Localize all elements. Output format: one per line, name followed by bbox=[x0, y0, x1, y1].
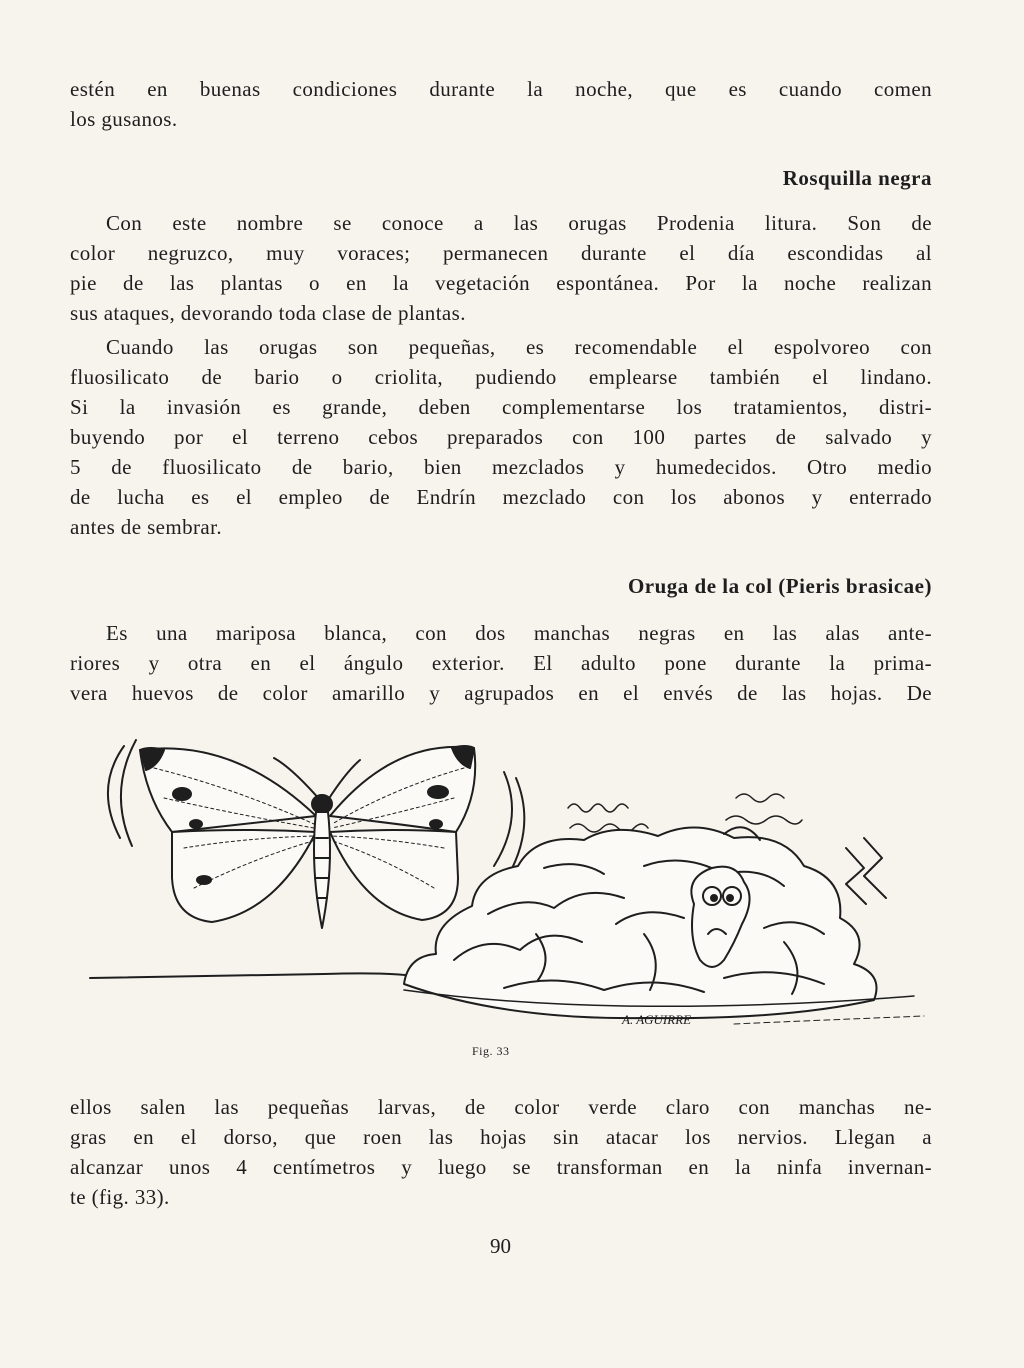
figure-butterfly-and-cabbage bbox=[84, 728, 944, 1044]
intro-line: los gusanos. bbox=[70, 107, 178, 131]
text-line: Es una mariposa blanca, con dos manchas negras en las alas ante- bbox=[106, 621, 932, 645]
butterfly-illustration-icon bbox=[140, 746, 475, 928]
text-line: 5 de fluosilicato de bario, bien mezclados y humedecidos. Otro medio bbox=[70, 455, 932, 479]
odor-lines-icon bbox=[568, 794, 802, 832]
text-line: sus ataques, devorando toda clase de plantas. bbox=[70, 301, 466, 325]
text-line: Cuando las orugas son pequeñas, es recomendable el espolvoreo con bbox=[106, 335, 932, 359]
cabbage-with-caterpillar-icon bbox=[404, 827, 877, 1018]
text-line: Si la invasión es grande, deben complementarse los tratamientos, distri- bbox=[70, 395, 932, 419]
illustrator-signature: A. AGUIRRE bbox=[622, 1012, 692, 1027]
text-line: fluosilicato de bario o criolita, pudiendo emplearse también el lindano. bbox=[70, 365, 932, 389]
text-line: pie de las plantas o en la vegetación espontánea. Por la noche realizan bbox=[70, 271, 932, 295]
oruga-paragraph-1 bbox=[70, 618, 932, 708]
text-line: de lucha es el empleo de Endrín mezclado con los abonos y enterrado bbox=[70, 485, 932, 509]
intro-paragraph bbox=[70, 74, 932, 134]
intro-line: estén en buenas condiciones durante la noche, que es cuando comen bbox=[70, 77, 932, 101]
section-heading-rosquilla-negra: Rosquilla negra bbox=[782, 166, 932, 190]
figure-caption: Fig. 33 bbox=[472, 1044, 510, 1058]
text-line: vera huevos de color amarillo y agrupados en el envés de las hojas. De bbox=[70, 681, 932, 705]
oruga-paragraph-2 bbox=[70, 1092, 932, 1212]
rosquilla-paragraph-2 bbox=[70, 332, 932, 542]
text-line: Con este nombre se conoce a las orugas Prodenia litura. Son de bbox=[106, 211, 932, 235]
text-line: riores y otra en el ángulo exterior. El adulto pone durante la prima- bbox=[70, 651, 932, 675]
motion-lines-right-icon bbox=[494, 772, 524, 876]
text-line: antes de sembrar. bbox=[70, 515, 222, 539]
text-line: buyendo por el terreno cebos preparados con 100 partes de salvado y bbox=[70, 425, 932, 449]
ground-line-icon bbox=[90, 973, 414, 978]
text-line: color negruzco, muy voraces; permanecen durante el día escondidas al bbox=[70, 241, 932, 265]
motion-lines-cabbage-icon bbox=[846, 838, 886, 904]
section-heading-oruga-de-la-col: Oruga de la col (Pieris brasicae) bbox=[627, 574, 932, 598]
text-line: gras en el dorso, que roen las hojas sin atacar los nervios. Llegan a bbox=[70, 1125, 932, 1149]
text-line: te (fig. 33). bbox=[70, 1185, 170, 1209]
text-line: alcanzar unos 4 centímetros y luego se transforman en la ninfa invernan- bbox=[70, 1155, 932, 1179]
page-number: 90 bbox=[490, 1234, 511, 1258]
rosquilla-paragraph-1 bbox=[70, 208, 932, 328]
motion-lines-left-icon bbox=[108, 740, 136, 846]
text-line: ellos salen las pequeñas larvas, de color verde claro con manchas ne- bbox=[70, 1095, 932, 1119]
